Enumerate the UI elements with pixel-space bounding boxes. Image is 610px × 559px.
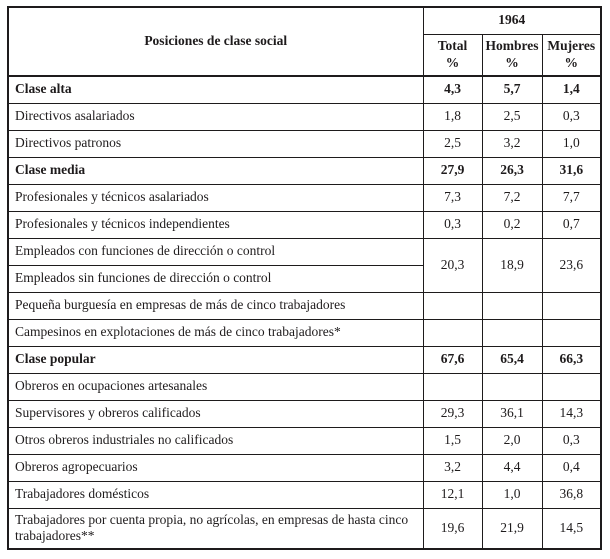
- table-row: [8, 346, 601, 373]
- cell-total: 19,6: [423, 508, 482, 549]
- cell-mujeres: 1,4: [542, 76, 601, 103]
- table-row: [8, 211, 601, 238]
- cell-hombres: 0,2: [482, 211, 542, 238]
- table-row: [8, 508, 601, 549]
- table-body: [8, 76, 601, 549]
- row-label: Obreros agropecuarios: [8, 454, 423, 481]
- cell-total: [423, 319, 482, 346]
- row-label: Clase popular: [8, 346, 423, 373]
- row-label: Campesinos en explotaciones de más de cinco trabajadores*: [8, 319, 423, 346]
- cell-mujeres: [542, 292, 601, 319]
- table-row: [8, 130, 601, 157]
- table-row: [8, 319, 601, 346]
- row-label: Directivos asalariados: [8, 103, 423, 130]
- cell-hombres: 21,9: [482, 508, 542, 549]
- table-row: [8, 427, 601, 454]
- table-row: [8, 373, 601, 400]
- row-label: Supervisores y obreros calificados: [8, 400, 423, 427]
- cell-mujeres: 1,0: [542, 130, 601, 157]
- cell-hombres: 4,4: [482, 454, 542, 481]
- cell-total: 3,2: [423, 454, 482, 481]
- cell-total: 12,1: [423, 481, 482, 508]
- row-label: Directivos patronos: [8, 130, 423, 157]
- cell-total: 27,9: [423, 157, 482, 184]
- column-header-total: Total %: [423, 34, 482, 76]
- cell-mujeres: 0,7: [542, 211, 601, 238]
- table-row: [8, 103, 601, 130]
- cell-total: 7,3: [423, 184, 482, 211]
- table-row: [8, 184, 601, 211]
- table-row: [8, 454, 601, 481]
- cell-hombres: [482, 292, 542, 319]
- cell-hombres: 2,0: [482, 427, 542, 454]
- cell-hombres: 36,1: [482, 400, 542, 427]
- cell-mujeres: 0,3: [542, 427, 601, 454]
- row-label: Empleados sin funciones de dirección o control: [8, 265, 423, 292]
- row-label: Trabajadores domésticos: [8, 481, 423, 508]
- column-header-year: 1964: [423, 7, 601, 34]
- row-label: Profesionales y técnicos asalariados: [8, 184, 423, 211]
- row-label: Profesionales y técnicos independientes: [8, 211, 423, 238]
- cell-mujeres: 7,7: [542, 184, 601, 211]
- cell-hombres: 5,7: [482, 76, 542, 103]
- table-row: [8, 76, 601, 103]
- cell-mujeres: 14,3: [542, 400, 601, 427]
- table-row: [8, 238, 601, 265]
- cell-mujeres: 36,8: [542, 481, 601, 508]
- row-label: Clase media: [8, 157, 423, 184]
- cell-hombres: 3,2: [482, 130, 542, 157]
- cell-total: [423, 292, 482, 319]
- cell-total: 20,3: [423, 238, 482, 292]
- cell-hombres: 65,4: [482, 346, 542, 373]
- table-row: [8, 481, 601, 508]
- table-row: [8, 157, 601, 184]
- cell-total: 29,3: [423, 400, 482, 427]
- cell-hombres: 7,2: [482, 184, 542, 211]
- cell-total: 2,5: [423, 130, 482, 157]
- cell-hombres: [482, 373, 542, 400]
- cell-hombres: 2,5: [482, 103, 542, 130]
- cell-hombres: [482, 319, 542, 346]
- row-label: Clase alta: [8, 76, 423, 103]
- cell-hombres: 26,3: [482, 157, 542, 184]
- table-row: [8, 292, 601, 319]
- row-label: Empleados con funciones de dirección o control: [8, 238, 423, 265]
- column-header-mujeres: Mujeres %: [542, 34, 601, 76]
- cell-total: 1,8: [423, 103, 482, 130]
- cell-mujeres: 14,5: [542, 508, 601, 549]
- cell-mujeres: [542, 319, 601, 346]
- cell-mujeres: 0,4: [542, 454, 601, 481]
- row-label: Trabajadores por cuenta propia, no agrícolas, en empresas de hasta cinco trabajadores**: [8, 508, 423, 549]
- cell-hombres: 18,9: [482, 238, 542, 292]
- social-class-table-container: [7, 6, 602, 550]
- cell-mujeres: 66,3: [542, 346, 601, 373]
- cell-total: 0,3: [423, 211, 482, 238]
- cell-mujeres: 31,6: [542, 157, 601, 184]
- cell-total: 1,5: [423, 427, 482, 454]
- cell-total: 67,6: [423, 346, 482, 373]
- column-header-hombres: Hombres %: [482, 34, 542, 76]
- cell-mujeres: 23,6: [542, 238, 601, 292]
- table-header: [8, 7, 601, 76]
- row-label: Otros obreros industriales no calificados: [8, 427, 423, 454]
- cell-total: [423, 373, 482, 400]
- cell-hombres: 1,0: [482, 481, 542, 508]
- class-positions-table: [7, 6, 602, 550]
- row-label: Obreros en ocupaciones artesanales: [8, 373, 423, 400]
- column-header-positions: Posiciones de clase social: [8, 7, 423, 76]
- cell-mujeres: [542, 373, 601, 400]
- table-row: [8, 400, 601, 427]
- cell-total: 4,3: [423, 76, 482, 103]
- header-row-year: [8, 7, 601, 34]
- cell-mujeres: 0,3: [542, 103, 601, 130]
- row-label: Pequeña burguesía en empresas de más de cinco trabajadores: [8, 292, 423, 319]
